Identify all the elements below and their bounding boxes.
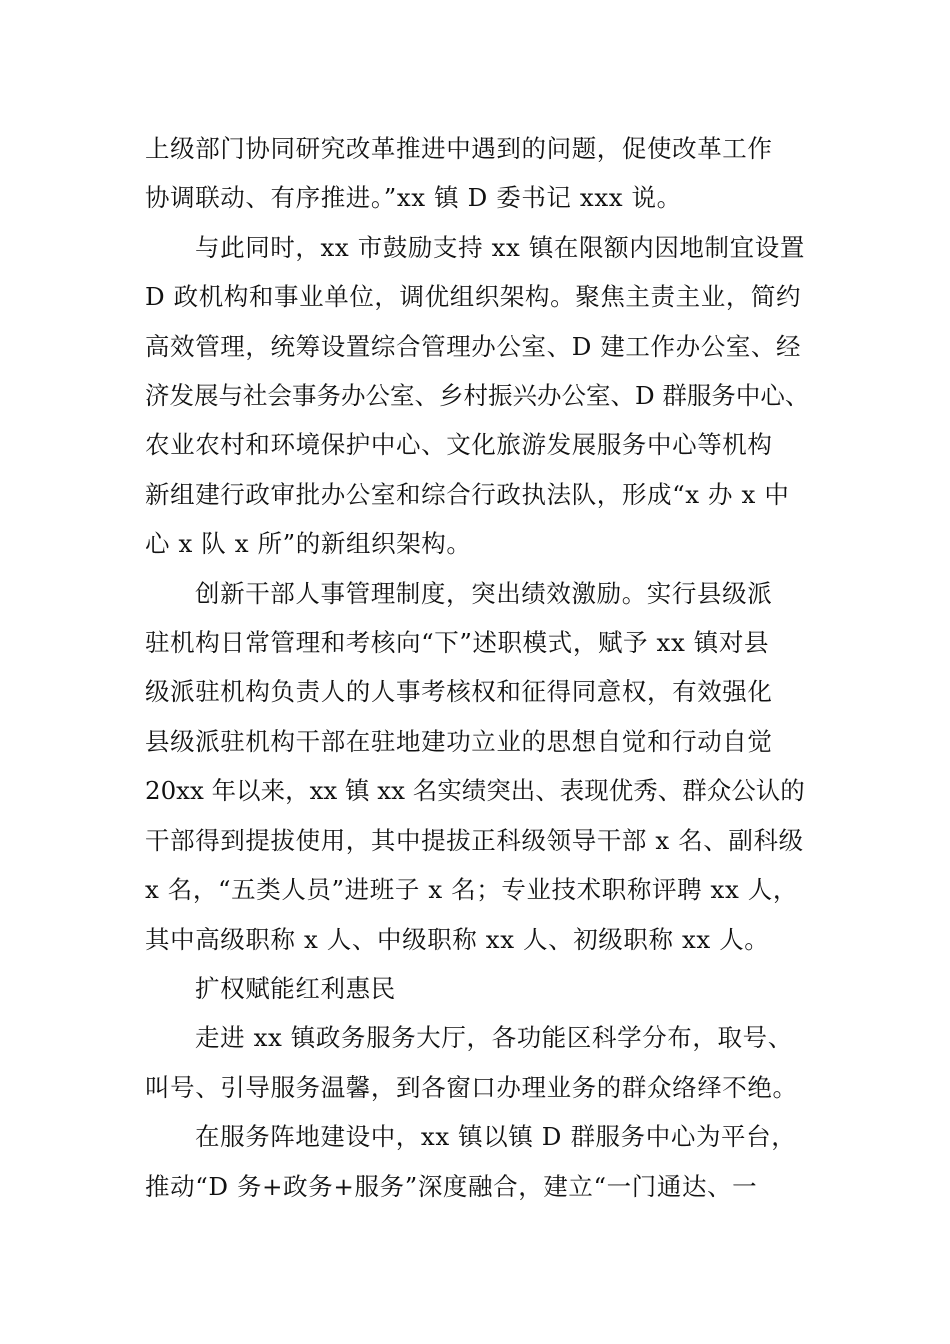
paragraph	[145, 223, 810, 569]
paragraph	[145, 1013, 810, 1112]
text-line: 叫号、引导服务温馨，到各窗口办理业务的群众络绎不绝。	[145, 1072, 798, 1102]
text-line: 上级部门协同研究改革推进中遇到的问题，促使改革工作	[145, 134, 773, 163]
text-line: D 政机构和事业单位，调优组织架构。聚焦主责主业，简约	[145, 282, 802, 312]
heading-text: 扩权赋能红利惠民	[195, 973, 396, 1003]
text-line: 推动“D 务+政务+服务”深度融合，建立“一门通达、一	[145, 1171, 758, 1201]
paragraph	[145, 1112, 810, 1211]
text-line: x 名，“五类人员”进班子 x 名；专业技术职称评聘 xx 人，	[145, 875, 798, 905]
text-line: 与此同时，xx 市鼓励支持 xx 镇在限额内因地制宜设置	[195, 232, 805, 262]
paragraph	[145, 569, 810, 964]
text-line: 心 x 队 x 所”的新组织架构。	[145, 529, 472, 559]
section-heading	[145, 964, 810, 1013]
text-line: 其中高级职称 x 人、中级职称 xx 人、初级职称 xx 人。	[145, 924, 770, 954]
text-line: 级派驻机构负责人的人事考核权和征得同意权，有效强化	[145, 677, 773, 707]
text-line: 干部得到提拔使用，其中提拔正科级领导干部 x 名、副科级	[145, 825, 804, 855]
text-line: 在服务阵地建设中，xx 镇以镇 D 群服务中心为平台，	[195, 1122, 797, 1152]
text-line: 县级派驻机构干部在驻地建功立业的思想自觉和行动自觉	[145, 726, 773, 756]
text-line: 济发展与社会事务办公室、乡村振兴办公室、D 群服务中心、	[145, 381, 810, 411]
text-line: 创新干部人事管理制度，突出绩效激励。实行县级派	[195, 578, 773, 608]
paragraph	[145, 124, 810, 223]
text-line: 新组建行政审批办公室和综合行政执法队，形成“x 办 x 中	[145, 479, 790, 509]
text-line: 20xx 年以来，xx 镇 xx 名实绩突出、表现优秀、群众公认的	[145, 776, 805, 806]
text-line: 驻机构日常管理和考核向“下”述职模式，赋予 xx 镇对县	[145, 628, 770, 658]
text-line: 协调联动、有序推进。”xx 镇 D 委书记 xxx 说。	[145, 183, 682, 213]
text-line: 农业农村和环境保护中心、文化旅游发展服务中心等机构	[145, 430, 773, 460]
document-body	[145, 124, 810, 1211]
text-line: 高效管理，统筹设置综合管理办公室、D 建工作办公室、经	[145, 331, 802, 361]
text-line: 走进 xx 镇政务服务大厅，各功能区科学分布，取号、	[195, 1023, 793, 1053]
